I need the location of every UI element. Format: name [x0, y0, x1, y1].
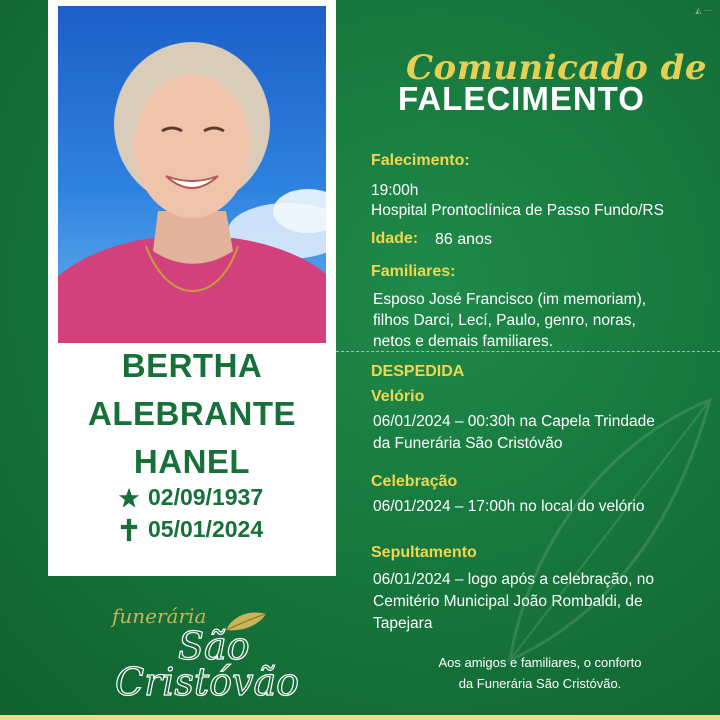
title-comunicado: Comunicado de: [406, 48, 707, 88]
death-date-row: [118, 516, 263, 543]
star-icon: [118, 486, 140, 510]
deceased-name-line3: HANEL: [133, 443, 251, 480]
death-date: 05/01/2024: [148, 516, 264, 542]
familiares-line2: filhos Darci, Lecí, Paulo, genro, noras,: [373, 312, 636, 329]
portrait-photo: [58, 6, 326, 343]
section-divider: [336, 351, 720, 352]
footer-line2: da Funerária São Cristóvão.: [458, 676, 622, 691]
familiares-line1: Esposo José Francisco (im memoriam),: [373, 291, 647, 308]
brand-funeraria: funerária: [112, 604, 207, 628]
birth-date: 02/09/1937: [148, 484, 264, 510]
velorio-line1: 06/01/2024 – 00:30h na Capela Trindade: [373, 413, 655, 430]
falecimento-time: 19:00h: [371, 182, 419, 199]
sepultamento-line1: 06/01/2024 – logo após a celebração, no: [373, 571, 654, 588]
familiares-label: Familiares:: [371, 263, 456, 280]
falecimento-place: Hospital Prontoclínica de Passo Fundo/RS: [371, 202, 664, 219]
birth-date-row: [118, 484, 263, 511]
deceased-name-line1: BERTHA: [121, 347, 263, 384]
cross-icon: [118, 518, 140, 542]
sepultamento-label: Sepultamento: [371, 544, 477, 561]
sepultamento-line3: Tapejara: [373, 615, 433, 632]
footer-line1: Aos amigos e familiares, o conforto: [438, 655, 642, 670]
celebracao-label: Celebração: [371, 473, 458, 490]
falecimento-label: Falecimento:: [371, 152, 470, 169]
velorio-label: Velório: [371, 388, 425, 405]
brand-cristovao: Cristóvão: [115, 660, 300, 704]
idade-value: 86 anos: [435, 231, 492, 248]
idade-label: Idade:: [371, 230, 419, 247]
velorio-line2: da Funerária São Cristóvão: [373, 435, 563, 452]
deceased-name-line2: ALEBRANTE: [88, 395, 296, 432]
familiares-line3: netos e demais familiares.: [373, 333, 554, 350]
brand-sao: São: [178, 624, 250, 668]
corner-watermark: ◭ ⋯: [695, 6, 712, 15]
bottom-stripe: [0, 715, 720, 720]
despedida-heading: DESPEDIDA: [371, 363, 465, 380]
title-falecimento: FALECIMENTO: [398, 80, 645, 117]
celebracao-line1: 06/01/2024 – 17:00h no local do velório: [373, 498, 645, 515]
sepultamento-line2: Cemitério Municipal João Rombaldi, de: [373, 593, 643, 610]
